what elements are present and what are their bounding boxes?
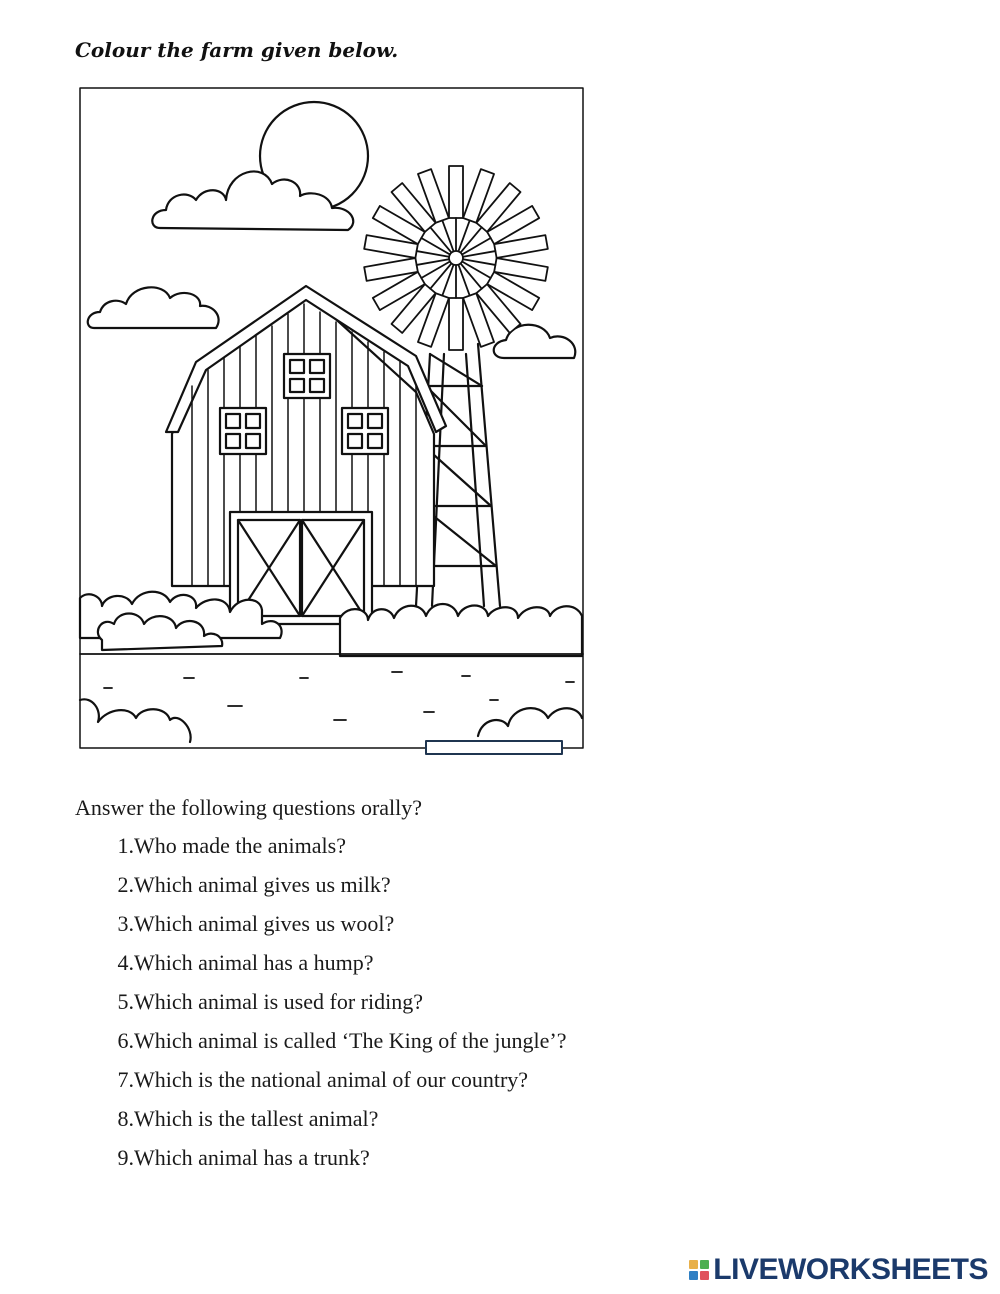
question-item: [100, 832, 567, 871]
page-title: Colour the farm given below.: [75, 38, 399, 62]
windmill-rotor: [364, 166, 548, 350]
question-item: [100, 1144, 567, 1183]
cloud: [88, 287, 219, 328]
barn: [166, 286, 446, 624]
question-item: [100, 1027, 567, 1066]
question-number: 4.: [117, 950, 134, 975]
bush-bottom-left: [80, 699, 191, 742]
question-item: [100, 988, 567, 1027]
question-number: 2.: [117, 872, 134, 897]
question-number: 1.: [117, 833, 134, 858]
question-number: 3.: [117, 911, 134, 936]
question-text: Which animal is used for riding?: [134, 989, 423, 1014]
instructions-text: Answer the following questions orally?: [75, 795, 423, 820]
question-item: [100, 1066, 567, 1105]
question-text: Which animal gives us milk?: [134, 872, 391, 897]
question-number: 8.: [117, 1106, 134, 1131]
liveworksheets-logo-icon: [689, 1260, 709, 1280]
question-number: 6.: [117, 1028, 134, 1053]
question-text: Who made the animals?: [134, 833, 346, 858]
liveworksheets-logo[interactable]: [689, 1254, 988, 1286]
question-text: Which animal is called ‘The King of the jungle’?: [134, 1028, 567, 1053]
grass-marks: [104, 672, 574, 720]
question-number: 9.: [117, 1145, 134, 1170]
farm-coloring-picture: [78, 86, 586, 752]
question-text: Which is the national animal of our country?: [134, 1067, 529, 1092]
question-list: [100, 832, 567, 1183]
question-item: [100, 949, 567, 988]
question-item: [100, 1105, 567, 1144]
question-text: Which animal has a hump?: [134, 950, 374, 975]
question-text: Which animal gives us wool?: [134, 911, 395, 936]
bushes: [340, 604, 582, 656]
question-item: [100, 871, 567, 910]
answer-input-box[interactable]: [425, 740, 563, 755]
brand-name: LIVEWORKSHEETS: [713, 1253, 988, 1286]
question-text: Which animal has a trunk?: [134, 1145, 370, 1170]
bush-bottom-right: [478, 708, 582, 736]
question-item: [100, 910, 567, 949]
question-number: 5.: [117, 989, 134, 1014]
question-number: 7.: [117, 1067, 134, 1092]
question-text: Which is the tallest animal?: [134, 1106, 379, 1131]
